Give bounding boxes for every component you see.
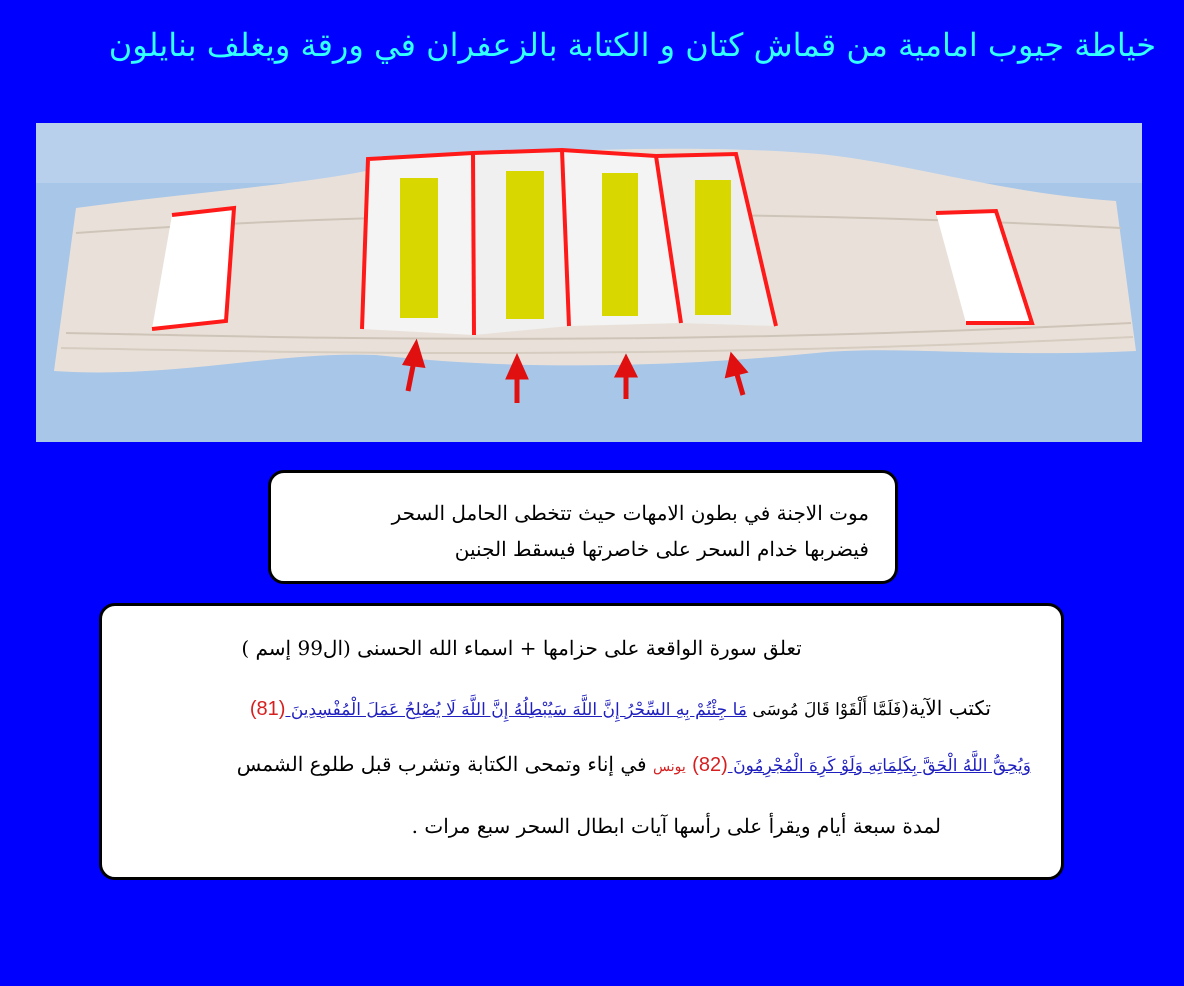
treatment-line-2 <box>102 696 991 721</box>
sura-name: يونس <box>652 759 686 775</box>
instructions: في إناء وتمحى الكتابة وتشرب قبل طلوع الشمس <box>236 752 647 776</box>
verse-81: مَا جِئْتُمْ بِهِ السِّحْرُ إِنَّ اللَّهَ سَيُبْطِلُهُ إِنَّ اللَّهَ لَا يُصْلِحُ عَمَلَ الْمُفْسِدِينَ <box>285 700 747 720</box>
saffron-strip-4 <box>695 180 731 315</box>
info-line-2: فيضربها خدام السحر على خاصرتها فيسقط الجنين <box>454 537 869 561</box>
pocket-2 <box>473 150 569 335</box>
info-box <box>268 470 898 584</box>
saffron-strip-1 <box>400 178 438 318</box>
pocket-1 <box>362 153 474 335</box>
verse-number-82: (82) <box>692 754 728 776</box>
belt-photo <box>36 123 1142 442</box>
treatment-line-4: لمدة سبعة أيام ويقرأ على رأسها آيات ابطال السحر سبع مرات . <box>411 814 941 838</box>
treatment-box <box>99 603 1064 880</box>
verse-quote: فَلَمَّا أَلْقَوْا قَالَ مُوسَى <box>746 700 902 720</box>
verse-number-81: (81) <box>249 698 286 720</box>
saffron-strip-2 <box>506 171 544 319</box>
info-line-1: موت الاجنة في بطون الامهات حيث تتخطى الحامل السحر <box>391 501 869 525</box>
treatment-line-1: تعلق سورة الواقعة على حزامها + اسماء الله الحسنى (ال99 إسم ) <box>241 636 802 660</box>
verse-intro: تكتب الآية( <box>901 696 991 720</box>
verse-82: وَيُحِقُّ اللَّهُ الْحَقَّ بِكَلِمَاتِهِ وَلَوْ كَرِهَ الْمُجْرِمُونَ <box>727 756 1031 776</box>
treatment-line-3 <box>102 752 1031 777</box>
saffron-strip-3 <box>602 173 638 316</box>
page-title: خياطة جيوب امامية من قماش كتان و الكتابة بالزعفران في ورقة ويغلف بنايلون <box>108 26 1156 64</box>
